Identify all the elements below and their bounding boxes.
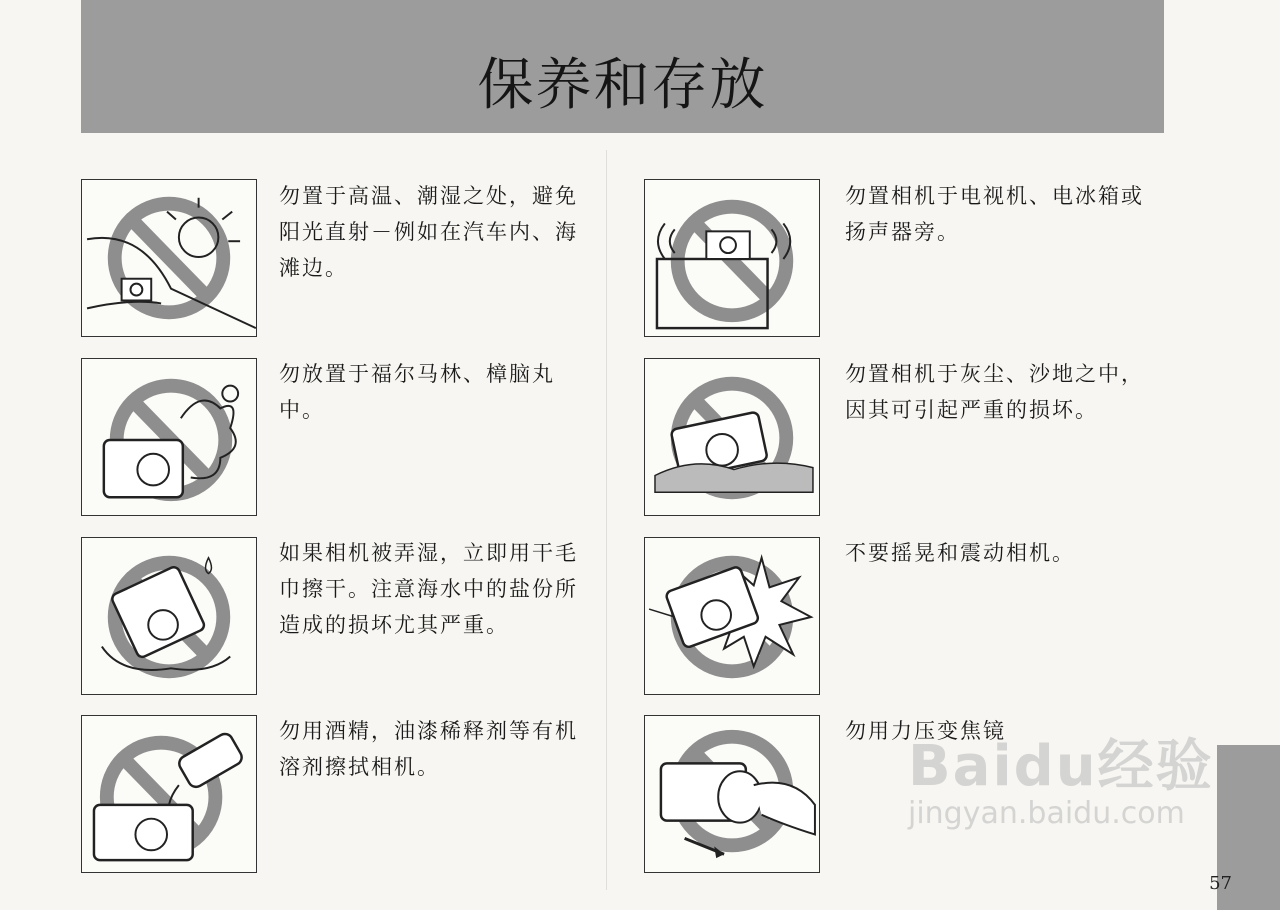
watermark [908, 722, 1214, 831]
caption-magnetic: 勿置相机于电视机、电冰箱或扬声器旁。 [845, 184, 1144, 244]
sun-heat-icon [81, 179, 257, 337]
tv-magnetic-icon [644, 179, 820, 337]
caption-zoom: 勿用力压变焦镜 [845, 719, 1006, 743]
page-title: 保养和存放 [477, 52, 768, 118]
chemical-fumes-icon [81, 358, 257, 516]
solvent-bottle-icon [81, 715, 257, 873]
page-fold [606, 150, 607, 890]
caption-solvent: 勿用酒精，油漆稀释剂等有机溶剂擦拭相机。 [279, 719, 578, 779]
shock-icon [644, 537, 820, 695]
watermark-logo: Baidu经验 [908, 734, 1214, 799]
page-number: 57 [1209, 873, 1232, 894]
sand-dust-icon [644, 358, 820, 516]
zoom-press-icon [644, 715, 820, 873]
caption-dust: 勿置相机于灰尘、沙地之中，因其可引起严重的损坏。 [845, 362, 1144, 422]
title-banner [81, 0, 1164, 133]
caption-heat: 勿置于高温、潮湿之处，避免阳光直射－例如在汽车内、海滩边。 [279, 184, 578, 280]
watermark-url: jingyan.baidu.com [908, 796, 1185, 831]
caption-water: 如果相机被弄湿，立即用干毛巾擦干。注意海水中的盐份所造成的损坏尤其严重。 [279, 541, 578, 637]
caption-chemicals: 勿放置于福尔马林、樟脑丸中。 [279, 362, 555, 422]
caption-shock: 不要摇晃和震动相机。 [845, 541, 1075, 565]
water-splash-icon [81, 537, 257, 695]
